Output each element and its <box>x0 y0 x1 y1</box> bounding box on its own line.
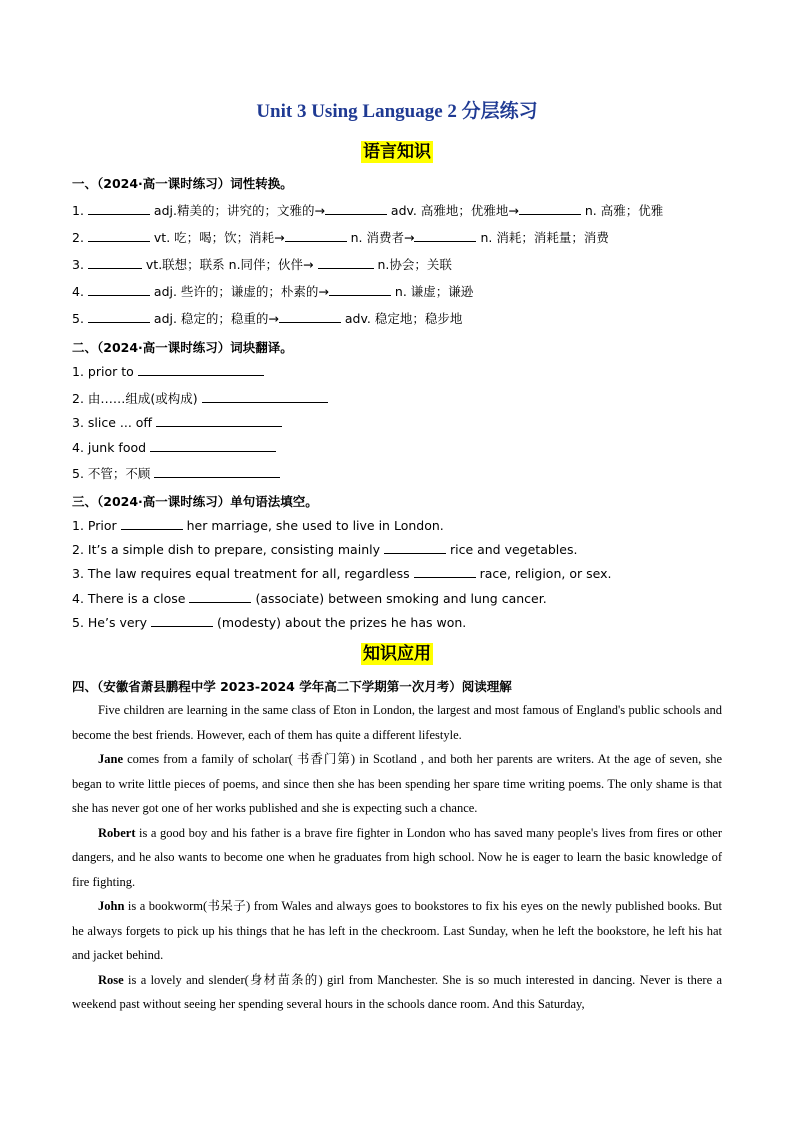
part3-item-3: 3. The law requires equal treatment for all, regardless race, religion, or sex. <box>72 566 612 581</box>
part2-item-5: 5. 不管；不顾 <box>72 464 280 482</box>
part1-item-4: 4. adj. 些许的；谦虚的；朴素的→ n. 谦虚；谦逊 <box>72 284 474 299</box>
blank[interactable] <box>519 203 581 215</box>
part3-heading: 三、（2024·高一课时练习）单句语法填空。 <box>72 494 318 509</box>
section-heading-knowledge-application: 知识应用 <box>363 644 431 664</box>
blank[interactable] <box>202 391 328 403</box>
blank[interactable] <box>384 542 446 554</box>
blank[interactable] <box>88 257 142 269</box>
part1-item-5: 5. adj. 稳定的；稳重的→ adv. 稳定地；稳步地 <box>72 311 463 326</box>
part2-item-2: 2. 由……组成(或构成) <box>72 389 328 407</box>
blank[interactable] <box>154 466 280 478</box>
part3-item-2: 2. It’s a simple dish to prepare, consisting mainly rice and vegetables. <box>72 542 578 557</box>
blank[interactable] <box>414 230 476 242</box>
reading-passage <box>72 698 722 1017</box>
blank[interactable] <box>121 518 183 530</box>
part1-item-2: 2. vt. 吃；喝；饮；消耗→ n. 消费者→ n. 消耗；消耗量；消费 <box>72 230 609 245</box>
section-heading-language-knowledge: 语言知识 <box>363 142 431 162</box>
blank[interactable] <box>325 203 387 215</box>
part3-item-5: 5. He’s very (modesty) about the prizes he has won. <box>72 615 467 630</box>
blank[interactable] <box>88 203 150 215</box>
passage-paragraph-2: Jane comes from a family of scholar( 书香门第) in Scotland , and both her parents are writers. At the age of seven, she began to write little pieces of poems, and since then she has been spending her spare time writing poems. The only shame is that she has never got one of her works published and she is expecting such a chance. <box>72 752 722 815</box>
passage-paragraph-5: Rose is a lovely and slender(身材苗条的) girl from Manchester. She is so much interested in dancing. Never is there a weekend past without seeing her spending several hours in the schools dance room. And this Saturday, <box>72 972 722 1011</box>
part1-item-1: 1. adj.精美的；讲究的；文雅的→ adv. 高雅地；优雅地→ n. 高雅；优雅 <box>72 203 664 218</box>
part2-item-3: 3. slice ... off <box>72 415 282 430</box>
part1-item-3: 3. vt.联想；联系 n.同伴；伙伴→ n.协会；关联 <box>72 257 452 272</box>
page-title: Unit 3 Using Language 2 分层练习 <box>256 101 538 122</box>
passage-paragraph-4: John is a bookworm(书呆子) from Wales and always goes to bookstores to fix his eyes on the newly published books. But he always forgets to pick up his things that he has left in the checkroom. Last Sunday, when he left the bookstore, he left his hat and jacket behind. <box>72 899 722 962</box>
blank[interactable] <box>88 230 150 242</box>
blank[interactable] <box>138 364 264 376</box>
part2-item-4: 4. junk food <box>72 440 276 455</box>
blank[interactable] <box>414 566 476 578</box>
part3-item-4: 4. There is a close (associate) between smoking and lung cancer. <box>72 591 547 606</box>
blank[interactable] <box>88 284 150 296</box>
passage-paragraph-3: Robert is a good boy and his father is a brave fire fighter in London who has saved many people's lives from fires or other dangers, and he also wants to become one when he graduates from high school. Now he is eager to learn the basic knowledge of fire fighting. <box>72 825 722 889</box>
part1-heading: 一、（2024·高一课时练习）词性转换。 <box>72 176 293 191</box>
part2-item-1: 1. prior to <box>72 364 264 379</box>
blank[interactable] <box>88 311 150 323</box>
blank[interactable] <box>318 257 374 269</box>
blank[interactable] <box>329 284 391 296</box>
passage-paragraph-1: Five children are learning in the same class of Eton in London, the largest and most famous of England's public schools and become the best friends. However, each of them has quite a different lifestyle. <box>72 703 722 742</box>
blank[interactable] <box>285 230 347 242</box>
blank[interactable] <box>150 440 276 452</box>
part3-item-1: 1. Prior her marriage, she used to live in London. <box>72 518 444 533</box>
part2-heading: 二、（2024·高一课时练习）词块翻译。 <box>72 340 293 355</box>
blank[interactable] <box>279 311 341 323</box>
part4-heading: 四、（安徽省萧县鹏程中学 2023-2024 学年高二下学期第一次月考）阅读理解 <box>72 679 512 694</box>
blank[interactable] <box>189 591 251 603</box>
blank[interactable] <box>156 415 282 427</box>
blank[interactable] <box>151 615 213 627</box>
